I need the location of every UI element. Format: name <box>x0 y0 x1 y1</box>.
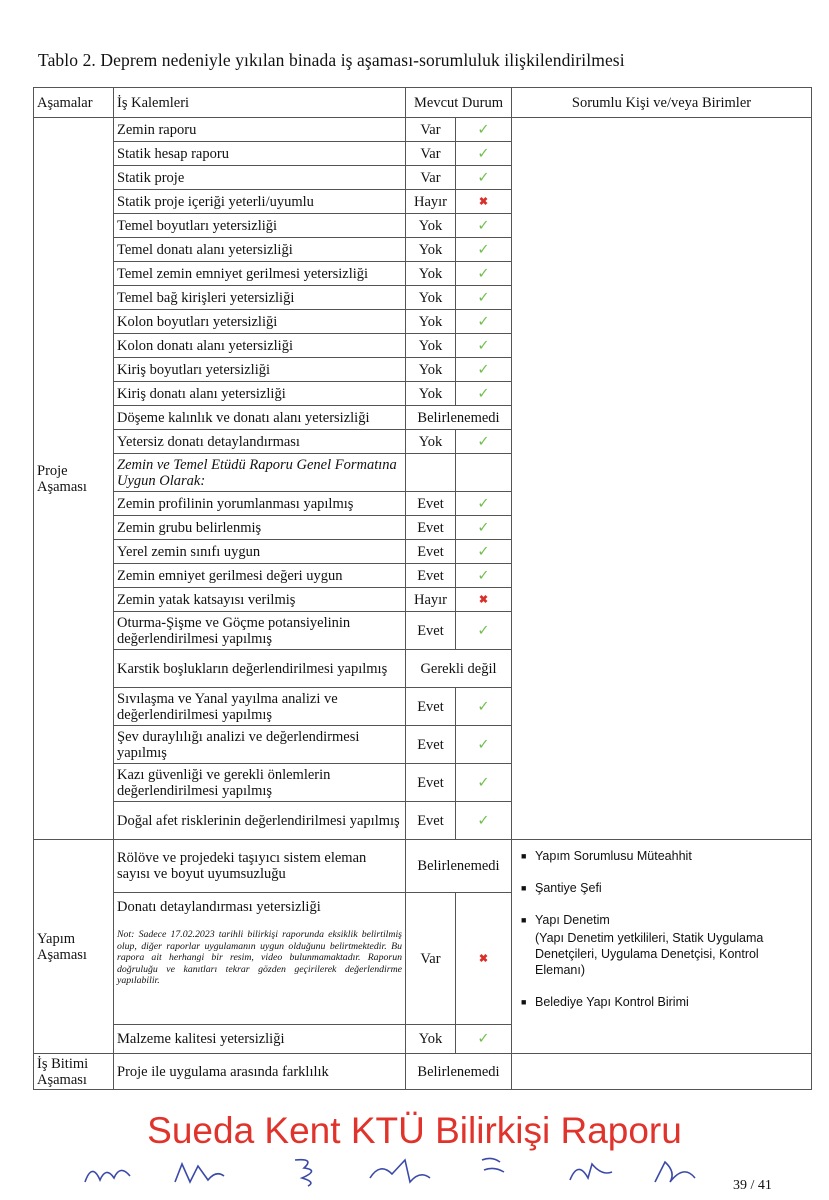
check-icon: ✓ <box>477 812 490 829</box>
item-cell: Yerel zemin sınıfı uygun <box>114 540 406 564</box>
status-value: Yok <box>406 430 456 454</box>
check-icon: ✓ <box>477 698 490 715</box>
status-value: Yok <box>406 382 456 406</box>
check-icon: ✓ <box>477 121 490 138</box>
status-mark <box>456 802 512 840</box>
empty-cell <box>456 454 512 492</box>
status-value: Evet <box>406 540 456 564</box>
check-icon: ✓ <box>477 519 490 536</box>
status-value: Evet <box>406 564 456 588</box>
phase-isbitimi: İş Bitimi Aşaması <box>34 1054 114 1090</box>
signature-6 <box>570 1164 612 1180</box>
item-cell: Statik proje içeriği yeterli/uyumlu <box>114 190 406 214</box>
item-cell: Malzeme kalitesi yetersizliği <box>114 1025 406 1054</box>
responsible-item <box>519 912 808 978</box>
zemin-heading: Zemin ve Temel Etüdü Raporu Genel Formatına Uygun Olarak: <box>114 454 406 492</box>
table-row <box>34 1054 812 1090</box>
signature-2 <box>175 1164 224 1182</box>
signature-7 <box>655 1162 695 1182</box>
item-cell: Statik proje <box>114 166 406 190</box>
signature-4 <box>370 1160 430 1182</box>
status-mark <box>456 262 512 286</box>
signature-5 <box>482 1158 504 1172</box>
item-cell: Kiriş boyutları yetersizliği <box>114 358 406 382</box>
status-mark <box>456 726 512 764</box>
cross-icon: ✖ <box>478 953 489 965</box>
item-cell: Zemin profilinin yorumlanması yapılmış <box>114 492 406 516</box>
item-cell: Kolon donatı alanı yetersizliği <box>114 334 406 358</box>
responsible-item <box>519 994 808 1010</box>
status-mark <box>456 238 512 262</box>
status-mark <box>456 588 512 612</box>
responsible-title: Şantiye Şefi <box>535 881 602 895</box>
responsible-title: Belediye Yapı Kontrol Birimi <box>535 995 689 1009</box>
status-mark <box>456 516 512 540</box>
item-cell: Proje ile uygulama arasında farklılık <box>114 1054 406 1090</box>
status-value: Yok <box>406 238 456 262</box>
item-cell: Döşeme kalınlık ve donatı alanı yetersizliği <box>114 406 406 430</box>
responsible-item <box>519 880 808 896</box>
check-icon: ✓ <box>477 433 490 450</box>
signatures <box>80 1152 720 1192</box>
item-cell: Zemin yatak katsayısı verilmiş <box>114 588 406 612</box>
check-icon: ✓ <box>477 543 490 560</box>
phase-yapim: Yapım Aşaması <box>34 840 114 1054</box>
check-icon: ✓ <box>477 361 490 378</box>
responsible-title: Yapı Denetim <box>535 913 610 927</box>
table-row <box>34 118 812 142</box>
bullet-icon: ■ <box>521 883 527 893</box>
check-icon: ✓ <box>477 736 490 753</box>
item-text: Donatı detaylandırması yetersizliği <box>117 899 321 915</box>
responsible-cell-empty <box>512 118 812 840</box>
bullet-icon: ■ <box>521 997 527 1007</box>
status-mark <box>456 382 512 406</box>
status-mark <box>456 358 512 382</box>
status-value: Var <box>406 893 456 1025</box>
status-value: Yok <box>406 262 456 286</box>
status-value: Yok <box>406 358 456 382</box>
check-icon: ✓ <box>477 217 490 234</box>
item-cell <box>114 893 406 1025</box>
status-mark <box>456 612 512 650</box>
item-cell: Temel zemin emniyet gerilmesi yetersizliği <box>114 262 406 286</box>
status-mark <box>456 214 512 238</box>
item-cell: Zemin raporu <box>114 118 406 142</box>
phase-proje: Proje Aşaması <box>34 118 114 840</box>
status-mark <box>456 688 512 726</box>
item-cell: Kolon boyutları yetersizliği <box>114 310 406 334</box>
responsible-cell-empty <box>512 1054 812 1090</box>
status-mark <box>456 286 512 310</box>
table-row <box>34 840 812 893</box>
check-icon: ✓ <box>477 337 490 354</box>
header-row <box>34 88 812 118</box>
item-cell: Zemin grubu belirlenmiş <box>114 516 406 540</box>
signature-3 <box>295 1160 312 1186</box>
header-items: İş Kalemleri <box>114 88 406 118</box>
status-mark <box>456 893 512 1025</box>
header-responsible: Sorumlu Kişi ve/veya Birimler <box>512 88 812 118</box>
check-icon: ✓ <box>477 313 490 330</box>
signature-1 <box>85 1170 130 1182</box>
status-value: Var <box>406 142 456 166</box>
item-note: Not: Sadece 17.02.2023 tarihli bilirkişi raporunda eksiklik belirtilmiş olup, diğer raporlar uygulamanın uygun olduğunu belirtmektedir. Bu rapora ait herhangi bir resim, video bulunmamaktadır. Raporun doğruluğu ve kanıtları tekrar gözden geçirilerek değerlendirme yapılabilir. <box>117 929 402 986</box>
status-mark <box>456 492 512 516</box>
item-cell: Kiriş donatı alanı yetersizliği <box>114 382 406 406</box>
check-icon: ✓ <box>477 622 490 639</box>
item-cell: Doğal afet risklerinin değerlendirilmesi yapılmış <box>114 802 406 840</box>
item-cell: Karstik boşlukların değerlendirilmesi yapılmış <box>114 650 406 688</box>
header-status: Mevcut Durum <box>406 88 512 118</box>
item-cell: Statik hesap raporu <box>114 142 406 166</box>
check-icon: ✓ <box>477 567 490 584</box>
status-mark <box>456 142 512 166</box>
status-value: Evet <box>406 492 456 516</box>
item-cell: Yetersiz donatı detaylandırması <box>114 430 406 454</box>
check-icon: ✓ <box>477 1031 490 1047</box>
status-mark <box>456 764 512 802</box>
status-value: Evet <box>406 516 456 540</box>
item-cell: Temel donatı alanı yetersizliği <box>114 238 406 262</box>
bullet-icon: ■ <box>521 915 527 925</box>
responsibility-table <box>33 87 812 1090</box>
status-value: Belirlenemedi <box>406 406 512 430</box>
status-mark <box>456 540 512 564</box>
status-mark <box>456 166 512 190</box>
check-icon: ✓ <box>477 289 490 306</box>
status-value: Yok <box>406 310 456 334</box>
status-value: Hayır <box>406 190 456 214</box>
status-mark <box>456 190 512 214</box>
item-cell: Temel boyutları yetersizliği <box>114 214 406 238</box>
status-mark <box>456 118 512 142</box>
status-value: Evet <box>406 688 456 726</box>
status-mark <box>456 310 512 334</box>
status-value: Evet <box>406 612 456 650</box>
status-value: Evet <box>406 764 456 802</box>
cross-icon: ✖ <box>478 196 489 208</box>
status-value: Belirlenemedi <box>406 840 512 893</box>
responsible-sub: (Yapı Denetim yetkilileri, Statik Uygulama Denetçileri, Uygulama Denetçisi, Kontrol Elemanı) <box>535 931 764 977</box>
status-mark <box>456 1025 512 1054</box>
bullet-icon: ■ <box>521 851 527 861</box>
item-cell: Şev duraylılığı analizi ve değerlendirmesi yapılmış <box>114 726 406 764</box>
check-icon: ✓ <box>477 495 490 512</box>
item-cell: Oturma-Şişme ve Göçme potansiyelinin değerlendirilmesi yapılmış <box>114 612 406 650</box>
item-cell: Sıvılaşma ve Yanal yayılma analizi ve değerlendirilmesi yapılmış <box>114 688 406 726</box>
status-mark <box>456 430 512 454</box>
status-mark <box>456 334 512 358</box>
item-cell: Temel bağ kirişleri yetersizliği <box>114 286 406 310</box>
status-value: Belirlenemedi <box>406 1054 512 1090</box>
check-icon: ✓ <box>477 145 490 162</box>
page-number: 39 / 41 <box>733 1178 772 1193</box>
check-icon: ✓ <box>477 265 490 282</box>
status-value: Yok <box>406 286 456 310</box>
status-value: Gerekli değil <box>406 650 512 688</box>
status-value: Yok <box>406 214 456 238</box>
responsible-cell <box>512 840 812 1054</box>
item-cell: Zemin emniyet gerilmesi değeri uygun <box>114 564 406 588</box>
watermark-text: Sueda Kent KTÜ Bilirkişi Raporu <box>147 1110 682 1151</box>
status-value: Evet <box>406 802 456 840</box>
check-icon: ✓ <box>477 169 490 186</box>
check-icon: ✓ <box>477 774 490 791</box>
status-value: Yok <box>406 334 456 358</box>
responsible-title: Yapım Sorumlusu Müteahhit <box>535 849 692 863</box>
status-mark <box>456 564 512 588</box>
status-value: Evet <box>406 726 456 764</box>
status-value: Hayır <box>406 588 456 612</box>
check-icon: ✓ <box>477 385 490 402</box>
responsible-list <box>515 848 808 1010</box>
table-caption: Tablo 2. Deprem nedeniyle yıkılan binada iş aşaması-sorumluluk ilişkilendirilmesi <box>38 50 625 70</box>
item-cell: Rölöve ve projedeki taşıyıcı sistem eleman sayısı ve boyut uyumsuzluğu <box>114 840 406 893</box>
cross-icon: ✖ <box>478 594 489 606</box>
status-value: Var <box>406 118 456 142</box>
status-value: Yok <box>406 1025 456 1054</box>
item-cell: Kazı güvenliği ve gerekli önlemlerin değerlendirilmesi yapılmış <box>114 764 406 802</box>
empty-cell <box>406 454 456 492</box>
check-icon: ✓ <box>477 241 490 258</box>
responsible-item <box>519 848 808 864</box>
header-phase: Aşamalar <box>34 88 114 118</box>
status-value: Var <box>406 166 456 190</box>
